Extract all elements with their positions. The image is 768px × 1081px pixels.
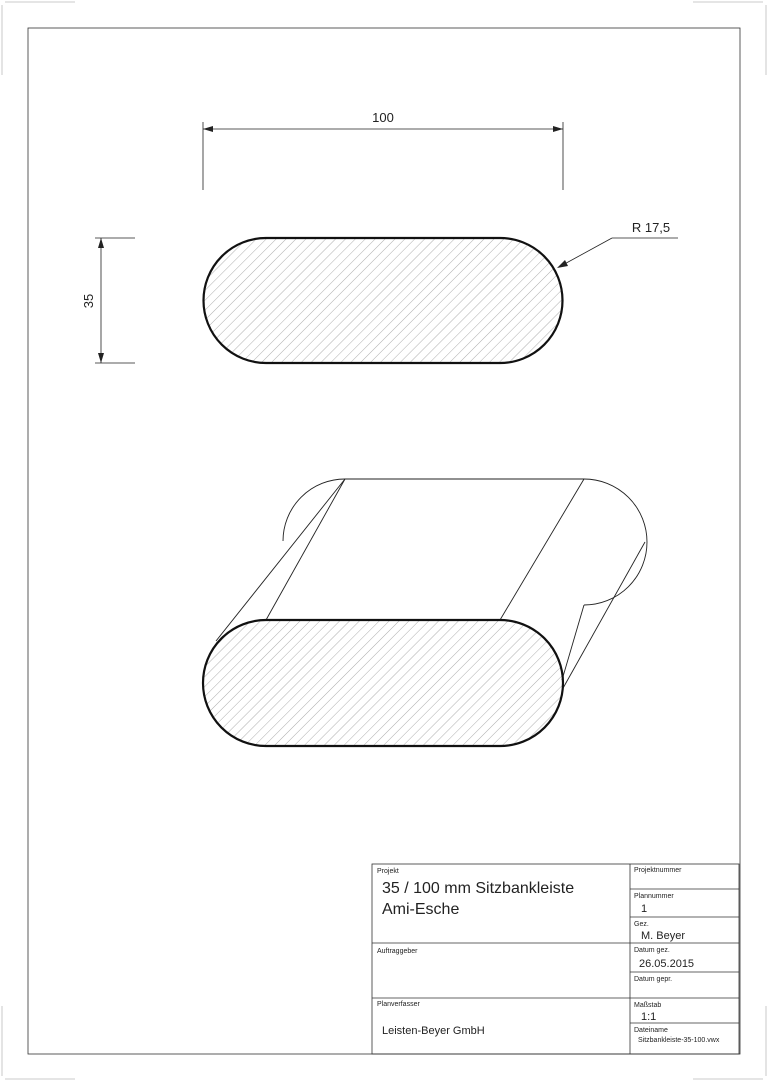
gez-value: M. Beyer (641, 930, 686, 942)
datum-gepr-label: Datum gepr. (634, 976, 673, 983)
height-dimension (95, 238, 135, 363)
width-dimension-label: 100 (372, 110, 394, 125)
dateiname-label: Dateiname (634, 1027, 668, 1034)
massstab-label: Maßstab (634, 1002, 662, 1009)
projekt-title-line2: Ami-Esche (382, 901, 460, 918)
radius-leader (557, 238, 678, 268)
projektnummer-label: Projektnummer (634, 867, 682, 874)
dateiname-value: Sitzbankleiste-35-100.vwx (638, 1037, 720, 1044)
width-dimension (203, 122, 563, 190)
projekt-label: Projekt (377, 868, 399, 875)
planverfasser-value: Leisten-Beyer GmbH (382, 1025, 485, 1037)
radius-label: R 17,5 (631, 220, 671, 235)
iso-front-face-hatched (203, 620, 563, 746)
plannummer-value: 1 (641, 903, 648, 915)
massstab-value: 1:1 (641, 1011, 657, 1023)
datum-gez-value: 26.05.2015 (639, 958, 695, 970)
plannummer-label: Plannummer (634, 893, 674, 900)
auftraggeber-label: Auftraggeber (377, 948, 418, 955)
projekt-title-line1: 35 / 100 mm Sitzbankleiste (382, 880, 575, 897)
planverfasser-label: Planverfasser (377, 1001, 420, 1008)
iso-back-face (283, 479, 647, 605)
height-dimension-label: 35 (81, 293, 96, 309)
profile-section (204, 238, 563, 363)
profile-section-hatched (204, 238, 563, 363)
datum-gez-label: Datum gez. (634, 947, 670, 954)
gez-label: Gez. (634, 921, 649, 928)
